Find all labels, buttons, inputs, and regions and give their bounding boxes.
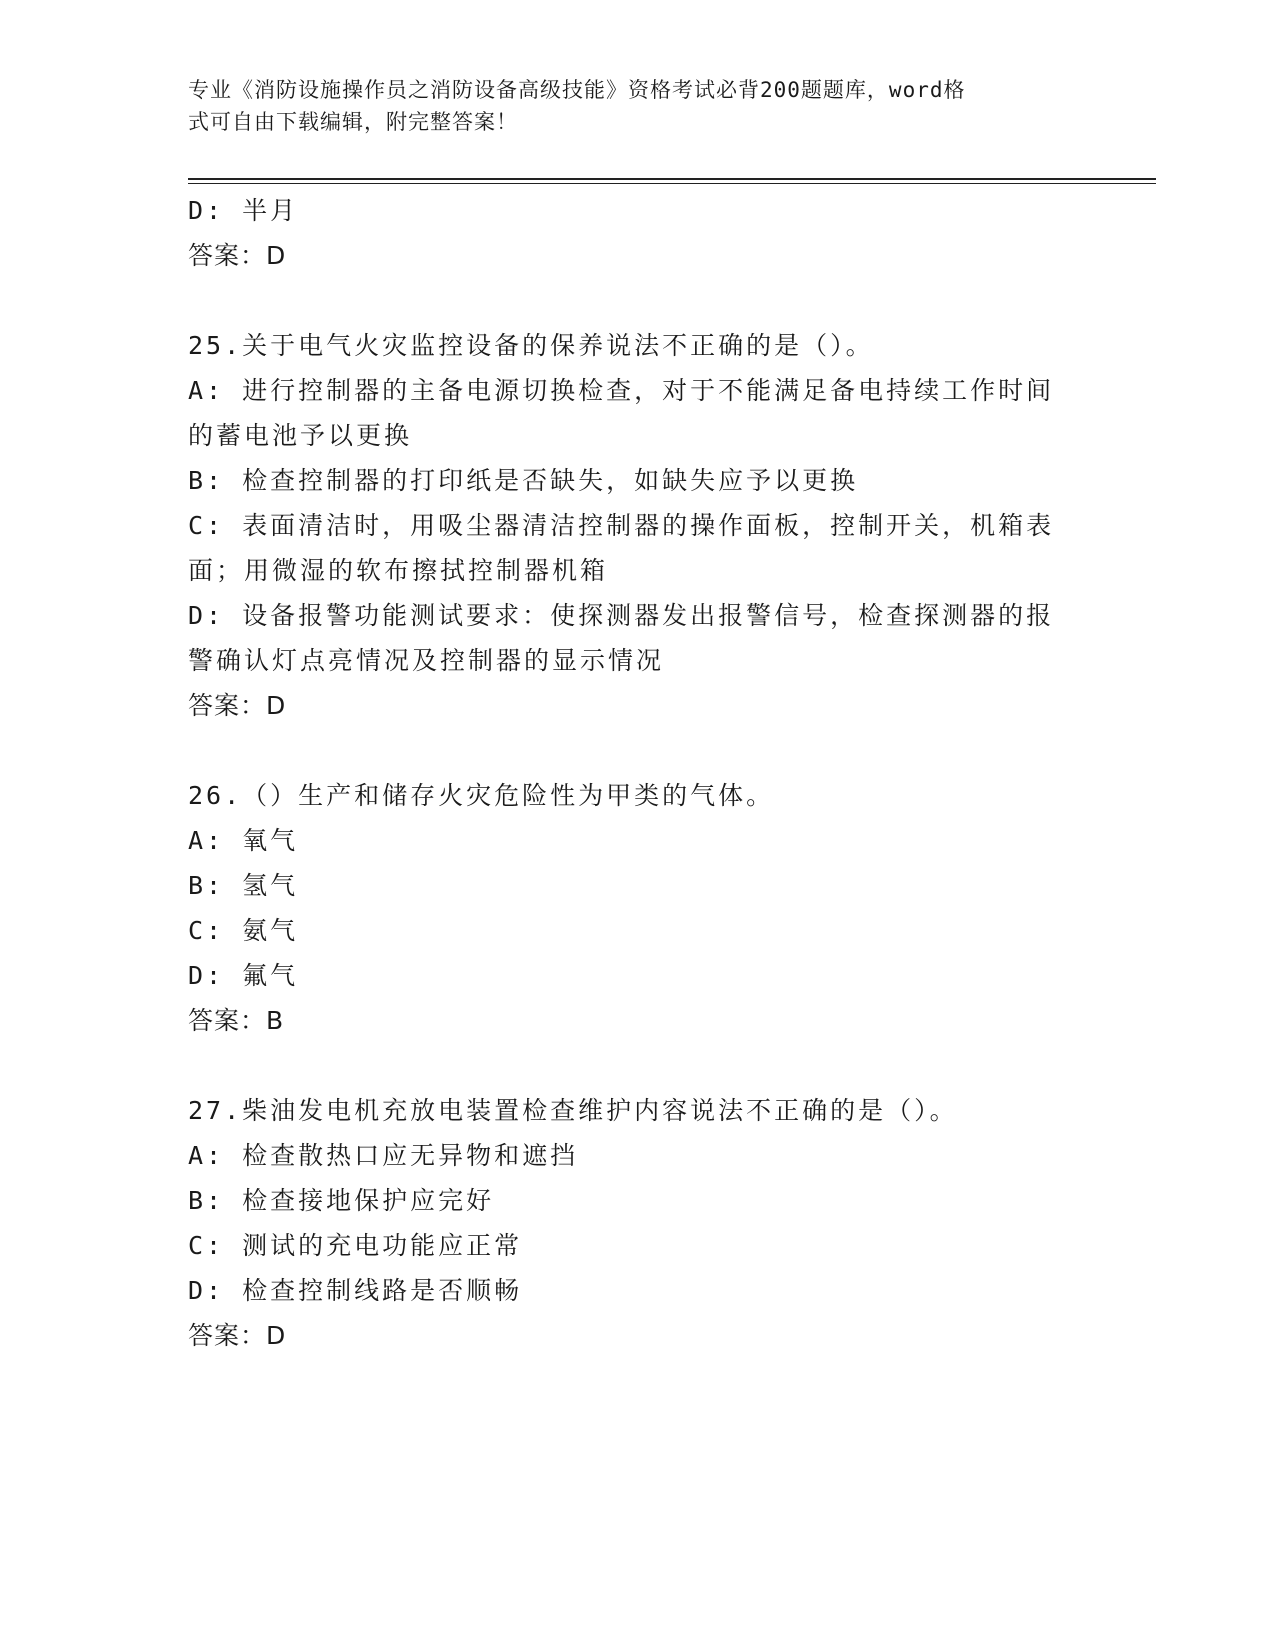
option-a: A: 进行控制器的主备电源切换检查，对于不能满足备电持续工作时间 — [188, 376, 1055, 405]
option-d: D: 检查控制线路是否顺畅 — [188, 1276, 523, 1305]
option-b: B: 氢气 — [188, 871, 299, 900]
page-header — [188, 74, 1068, 138]
spacer — [188, 728, 1088, 773]
header-divider-thin — [188, 183, 1156, 184]
option-c: C: 测试的充电功能应正常 — [188, 1231, 523, 1260]
spacer — [188, 1043, 1088, 1088]
option-a-cont: 的蓄电池予以更换 — [188, 421, 413, 450]
question-26 — [188, 773, 1088, 1043]
option-c: C: 氨气 — [188, 916, 299, 945]
header-line-1: 专业《消防设施操作员之消防设备高级技能》资格考试必背200题题库，word格 — [188, 78, 966, 102]
answer: 答案：B — [188, 1006, 285, 1035]
question-text: 25.关于电气火灾监控设备的保养说法不正确的是（）。 — [188, 331, 874, 360]
spacer — [188, 278, 1088, 323]
header-line-2: 式可自由下载编辑，附完整答案！ — [188, 110, 518, 134]
prev-answer: 答案：D — [188, 241, 287, 270]
option-d: D: 氟气 — [188, 961, 299, 990]
question-text: 27.柴油发电机充放电装置检查维护内容说法不正确的是（）。 — [188, 1096, 958, 1125]
option-d: D: 设备报警功能测试要求：使探测器发出报警信号，检查探测器的报 — [188, 601, 1055, 630]
question-text: 26.（）生产和储存火灾危险性为甲类的气体。 — [188, 781, 775, 810]
option-a: A: 检查散热口应无异物和遮挡 — [188, 1141, 579, 1170]
option-a: A: 氧气 — [188, 826, 299, 855]
option-c: C: 表面清洁时，用吸尘器清洁控制器的操作面板，控制开关，机箱表 — [188, 511, 1055, 540]
option-c-cont: 面；用微湿的软布擦拭控制器机箱 — [188, 556, 609, 585]
option-b: B: 检查接地保护应完好 — [188, 1186, 495, 1215]
answer: 答案：D — [188, 1321, 287, 1350]
answer: 答案：D — [188, 691, 287, 720]
prev-option-d: D: 半月 — [188, 196, 299, 225]
question-25 — [188, 323, 1088, 728]
document-body — [188, 188, 1088, 1358]
question-27 — [188, 1088, 1088, 1358]
option-d-cont: 警确认灯点亮情况及控制器的显示情况 — [188, 646, 665, 675]
header-divider-thick — [188, 178, 1156, 180]
option-b: B: 检查控制器的打印纸是否缺失，如缺失应予以更换 — [188, 466, 859, 495]
